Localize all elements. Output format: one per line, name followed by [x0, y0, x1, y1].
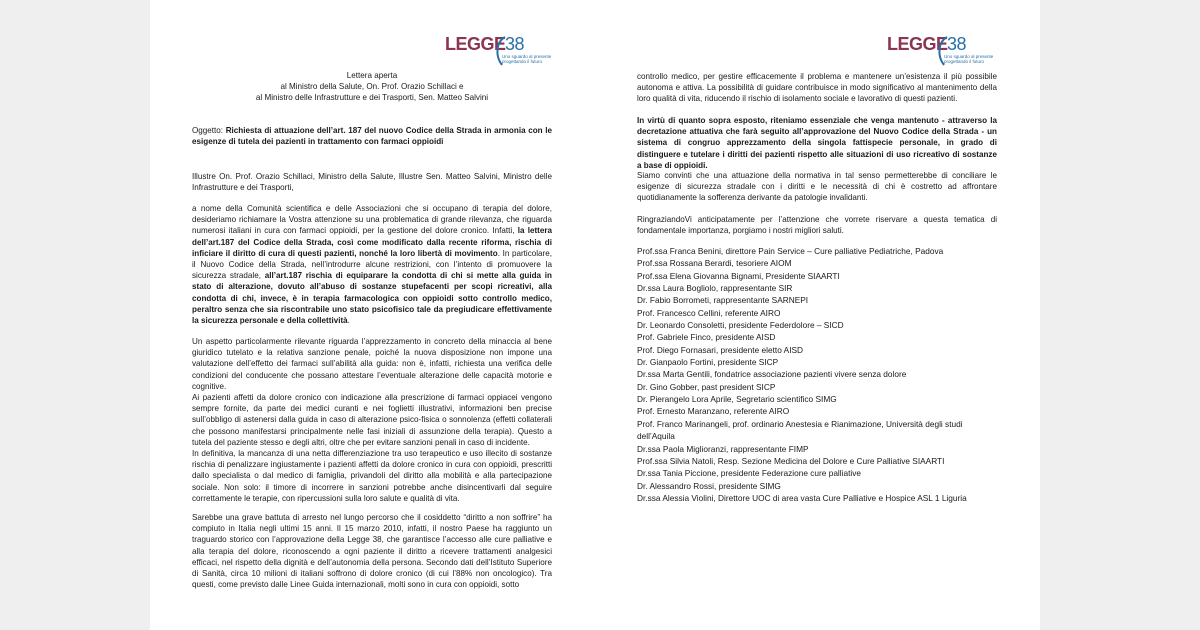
signatory-item: Prof. Gabriele Finco, presidente AISD [637, 332, 776, 343]
signatory-item: Dr. Gino Gobber, past president SICP [637, 381, 776, 392]
signatory-item: Dr. Leonardo Consoletti, presidente Federdolore – SICD [637, 320, 844, 331]
signatory-item: Dr.ssa Alessia Violini, Direttore UOC di area vasta Cure Palliative e Hospice ASL 1 Liguria [637, 492, 967, 503]
legge38-logo [445, 34, 555, 70]
signatory-item: Dr.ssa Marta Gentili, fondatrice associazione pazienti vivere senza dolore [637, 369, 907, 380]
signatory-item: Prof.ssa Silvia Natoli, Resp. Sezione Medicina del Dolore e Cure Palliative SIAARTI [637, 455, 945, 466]
letter-page-1 [150, 0, 595, 630]
signatory-item: Prof. Franco Marinangeli, prof. ordinario Anestesia e Rianimazione, Università degli studi dell’Aquila [637, 418, 963, 442]
signatory-item: Dr.ssa Tania Piccione, presidente Federazione cure palliative [637, 468, 861, 479]
signatory-item: Prof. Ernesto Maranzano, referente AIRO [637, 406, 790, 417]
logo-word: LEGGE [445, 34, 506, 54]
paragraph-conviction: Siamo convinti che una attuazione della normativa in tal senso permetterebbe di conciliare le esigenze di sicurezza stradale con i diritti e le necessità di chi è costretto ad affrontare quotidianamente la sofferenza derivante da patologie invalidanti. [637, 171, 997, 203]
paragraph-request: In virtù di quanto sopra esposto, riteniamo essenziale che venga mantenuto - attraverso la decretazione attuativa che farà seguito all’approvazione del Nuovo Codice della Strada - un sistema di congruo apprezzamento della singola fattispecie personale, in grado di distinguere e tutelare i diritti dei pazienti rispetto alle situazioni di uso ricreativo di sostanze a base di oppioidi. [637, 116, 997, 170]
signatory-item: Prof.ssa Franca Benini, direttore Pain Service – Cure palliative Pediatriche, Padova [637, 246, 944, 256]
paragraph-thanks: RingraziandoVi anticipatamente per l’attenzione che vorrete riservare a questa tematica di fondamentale importanza, porgiamo i nostri migliori saluti. [637, 215, 997, 236]
paragraph-2: Un aspetto particolarmente rilevante riguarda l’apprezzamento in concreto della minaccia al bene giuridico tutelato e la relativa sanzione penale, poiché la nuova disposizione non impone una valutazione dell’effetto dei farmaci sull’abilità alla guida: non è, infatti, richiesta una verifica delle condizioni del conducente che possano attestare l’eventuale alterazione delle capacità motorie e cognitive. Ai pazienti affetti da dolore cronico con indicazione alla prescrizione di farmaci oppiacei vengono sempre fornite, da parte dei medici curanti e nei foglietti illustrativi, informazioni ben precise sull’obbligo di astenersi dalla guida in caso di alterazione psico-fisica o sonnolenza (effetti collaterali che possono manifestarsi principalmente nelle fasi iniziali di assunzione della terapia). Questo a tutela del paziente stesso e degli altri, oltre che per evitare sanzioni penali in caso di incidente. In definitiva, la mancanza di una netta differenziazione tra uso terapeutico e uso illecito di sostanze rischia di penalizzare ingiustamente i pazienti affetti da dolore cronico in cura con oppioidi, prescritti dallo specialista o dal medico di famiglia, privandoli del diritto alla mobilità e alla partecipazione sociale. Non solo: il timore di incorrere in sanzioni potrebbe anche disincentivarli dal seguire correttamente le terapie, con ripercussioni sulla loro salute e qualità di vita. [192, 337, 552, 503]
paragraph-5: Sarebbe una grave battuta di arresto nel lungo percorso che il cosiddetto “diritto a non soffrire” ha compiuto in Italia negli ultimi 15 anni. Il 15 marzo 2010, infatti, il nostro Paese ha raggiunto un traguardo storico con l’approvazione della Legge 38, che garantisce l’accesso alle cure palliative e alla terapia del dolore, riconoscendo a ogni paziente il diritto a ricevere trattamenti analgesici efficaci, nel rispetto della dignità e dell’autonomia della persona. Secondo dati dell’Istituto Superiore di Sanità, circa 10 milioni di italiani soffrono di dolore cronico (di cui l’88% non oncologico). Tra questi, come previsto dalle Linee Guida internazionali, molti sono in cura con oppioidi, sotto [192, 513, 552, 590]
signatory-item: Dr. Fabio Borrometi, rappresentante SARNEPI [637, 295, 809, 306]
signatory-item: Dr.ssa Laura Bogliolo, rappresentante SIR [637, 283, 793, 294]
letter-subject: Oggetto: Richiesta di attuazione dell’art. 187 del nuovo Codice della Strada in armonia con le esigenze di tutela dei pazienti in trattamento con farmaci oppioidi [192, 126, 553, 147]
paragraph-continuation: controllo medico, per gestire efficacemente il problema e mantenere un’esistenza il più possibile autonoma e attiva. La possibilità di guidare contribuisce in modo significativo al mantenimento della loro qualità di vita, riducendo il rischio di isolamento sociale e lavorativo di questi pazienti. [637, 72, 997, 104]
logo-number: 38 [505, 34, 525, 54]
letter-address: Lettera aperta al Ministro della Salute, On. Prof. Orazio Schillaci e al Ministro delle Infrastrutture e dei Trasporti, Sen. Matteo Salvini [255, 71, 489, 103]
legge38-logo: LEGGE 38 Uno sguardo al presente progettando il futuro [887, 34, 994, 64]
signatory-item: Dr. Pierangelo Lora Aprile, Segretario scientifico SIMG [637, 394, 837, 405]
letter-page-2 [595, 0, 1040, 630]
signatory-item: Prof.ssa Elena Giovanna Bignami, Presidente SIAARTI [637, 270, 840, 281]
paragraph-intro: a nome della Comunità scientifica e delle Associazioni che si occupano di terapia del dolore, desideriamo richiamare la Vostra attenzione su una problematica di grande rilevanza, che riguarda numerosi italiani in cura con farmaci oppioidi, per la gestione del dolore cronico. Infatti, la lettera dell’art.187 del Codice della Strada, così come modificato dalla recente riforma, rischia di inficiare il diritto di cura di questi pazienti, nonché la loro libertà di movimento. In particolare, il Nuovo Codice della Strada, nell’introdurre alcune restrizioni, con l’intento di promuovere la sicurezza stradale, all’art.187 rischia di equiparare la condotta di chi si mette alla guida in stato di alterazione, dovuto all’abuso di sostanze stupefacenti per scopi ricreativi, alla condotta di chi, invece, è in terapia farmacologica con oppioidi sotto controllo medico, peraltro senza che sia riscontrabile uno stato psicofisico tale da pregiudicare effettivamente la sicurezza personale e della collettività. [192, 204, 552, 326]
logo-tagline: Uno sguardo al presente progettando il futuro [502, 54, 552, 64]
signatory-item: Dr.ssa Paola Miglioranzi, rappresentante FIMP [637, 443, 809, 454]
signatory-item: Dr. Alessandro Rossi, presidente SIMG [637, 480, 781, 491]
signatory-item: Prof. Francesco Cellini, referente AIRO [637, 307, 781, 318]
signatory-item: Prof.ssa Rossana Berardi, tesoriere AIOM [637, 258, 792, 269]
signatories-list [637, 245, 997, 504]
letter-salutation: Illustre On. Prof. Orazio Schillaci, Ministro della Salute, Illustre Sen. Matteo Salvini, Ministro delle Infrastrutture e dei Trasporti, [192, 172, 552, 193]
signatory-item: Dr. Gianpaolo Fortini, presidente SICP [637, 357, 779, 368]
signatory-item: Prof. Diego Fornasari, presidente eletto AISD [637, 344, 804, 355]
